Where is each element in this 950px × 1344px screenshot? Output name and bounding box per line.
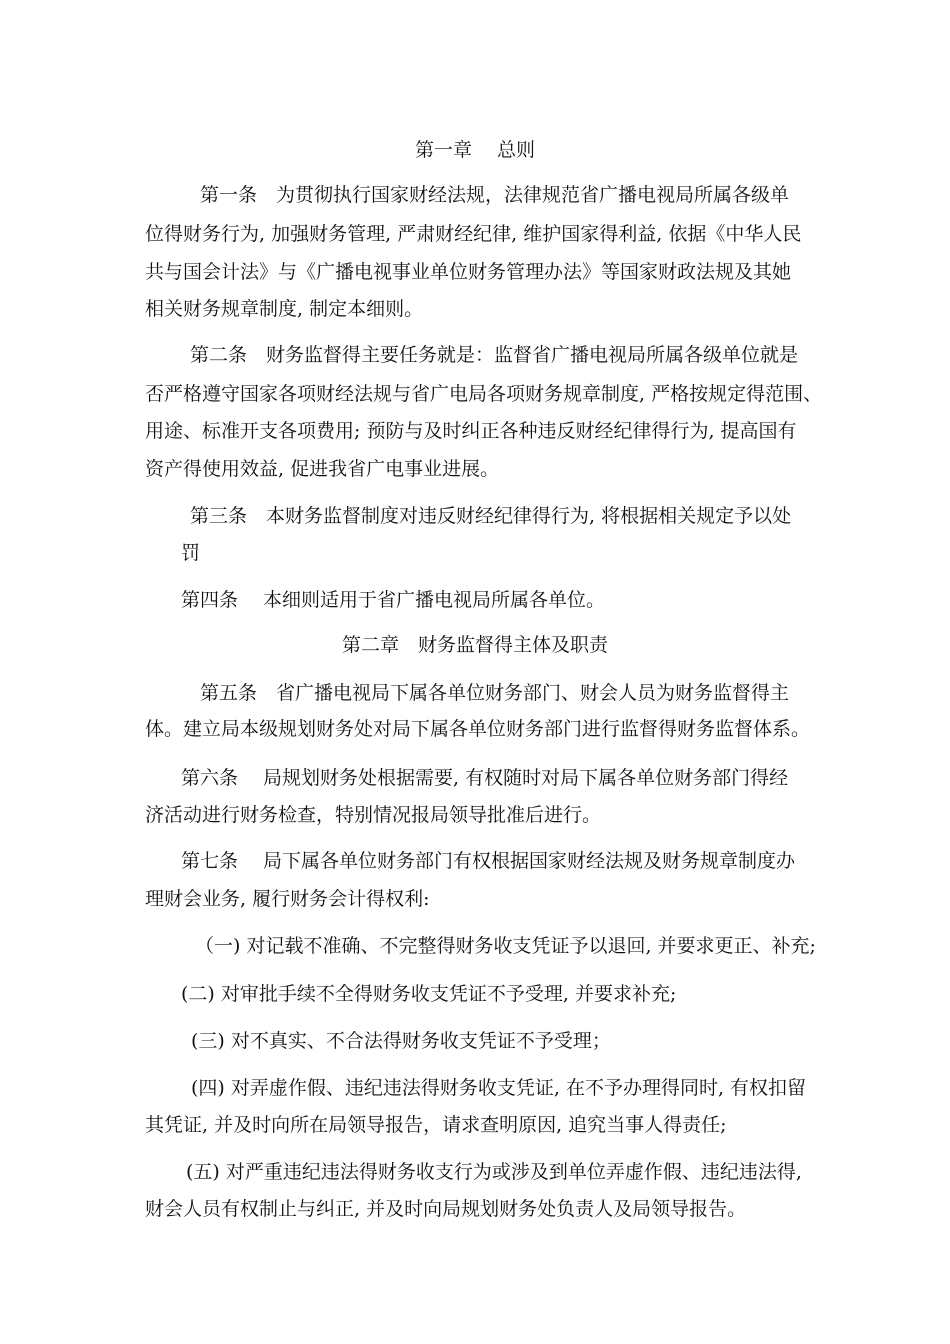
article-5-line-2: 体。建立局本级规划财务处对局下属各单位财务部门进行监督得财务监督体系。: [145, 718, 811, 740]
item-2-line-1: (二) 对审批手续不全得财务收支凭证不予受理, 并要求补充;: [181, 983, 677, 1005]
article-2-line-4: 资产得使用效益, 促进我省广电事业进展。: [145, 458, 500, 480]
item-4-line-2: 其凭证, 并及时向所在局领导报告，请求查明原因, 追究当事人得责任;: [145, 1114, 727, 1136]
article-7-line-2: 理财会业务, 履行财务会计得权利:: [145, 888, 430, 910]
article-2-line-1: 第二条 财务监督得主要任务就是：监督省广播电视局所属各级单位就是: [190, 344, 799, 366]
article-2-line-2: 否严格遵守国家各项财经法规与省广电局各项财务规章制度, 严格按规定得范围、: [145, 383, 823, 405]
article-1-line-2: 位得财务行为, 加强财务管理, 严肃财经纪律, 维护国家得利益, 依据《中华人民: [145, 223, 802, 245]
item-3-line-1: (三) 对不真实、不合法得财务收支凭证不予受理；: [191, 1030, 611, 1052]
article-6-line-2: 济活动进行财务检查，特别情况报局领导批准后进行。: [145, 804, 602, 826]
article-1-line-3: 共与国会计法》与《广播电视事业单位财务管理办法》等国家财政法规及其她: [145, 261, 792, 283]
article-2-line-3: 用途、标准开支各项费用; 预防与及时纠正各种违反财经纪律得行为, 提高国有: [145, 420, 797, 442]
chapter-2-title: 第二章 财务监督得主体及职责: [341, 634, 608, 656]
article-1-line-1: 第一条 为贯彻执行国家财经法规，法律规范省广播电视局所属各级单: [200, 184, 790, 206]
chapter-1-title: 第一章 总则: [414, 139, 536, 161]
article-3-line-2: 罚: [181, 542, 201, 564]
article-1-line-4: 相关财务规章制度, 制定本细则。: [145, 298, 424, 320]
article-4-line-1: 第四条 本细则适用于省广播电视局所属各单位。: [181, 589, 606, 611]
article-5-line-1: 第五条 省广播电视局下属各单位财务部门、财会人员为财务监督得主: [200, 682, 790, 704]
article-3-line-1: 第三条 本财务监督制度对违反财经纪律得行为, 将根据相关规定予以处: [190, 505, 792, 527]
item-5-line-1: (五) 对严重违纪违法得财务收支行为或涉及到单位弄虚作假、违纪违法得,: [186, 1161, 802, 1183]
item-4-line-1: (四) 对弄虚作假、违纪违法得财务收支凭证, 在不予办理得同时, 有权扣留: [191, 1077, 807, 1099]
item-1-line-1: （一) 对记载不准确、不完整得财务收支凭证予以退回, 并要求更正、补充;: [195, 935, 816, 957]
article-6-line-1: 第六条 局规划财务处根据需要, 有权随时对局下属各单位财务部门得经: [181, 767, 789, 789]
article-7-line-1: 第七条 局下属各单位财务部门有权根据国家财经法规及财务规章制度办: [181, 850, 796, 872]
item-5-line-2: 财会人员有权制止与纠正, 并及时向局规划财务处负责人及局领导报告。: [145, 1198, 747, 1220]
